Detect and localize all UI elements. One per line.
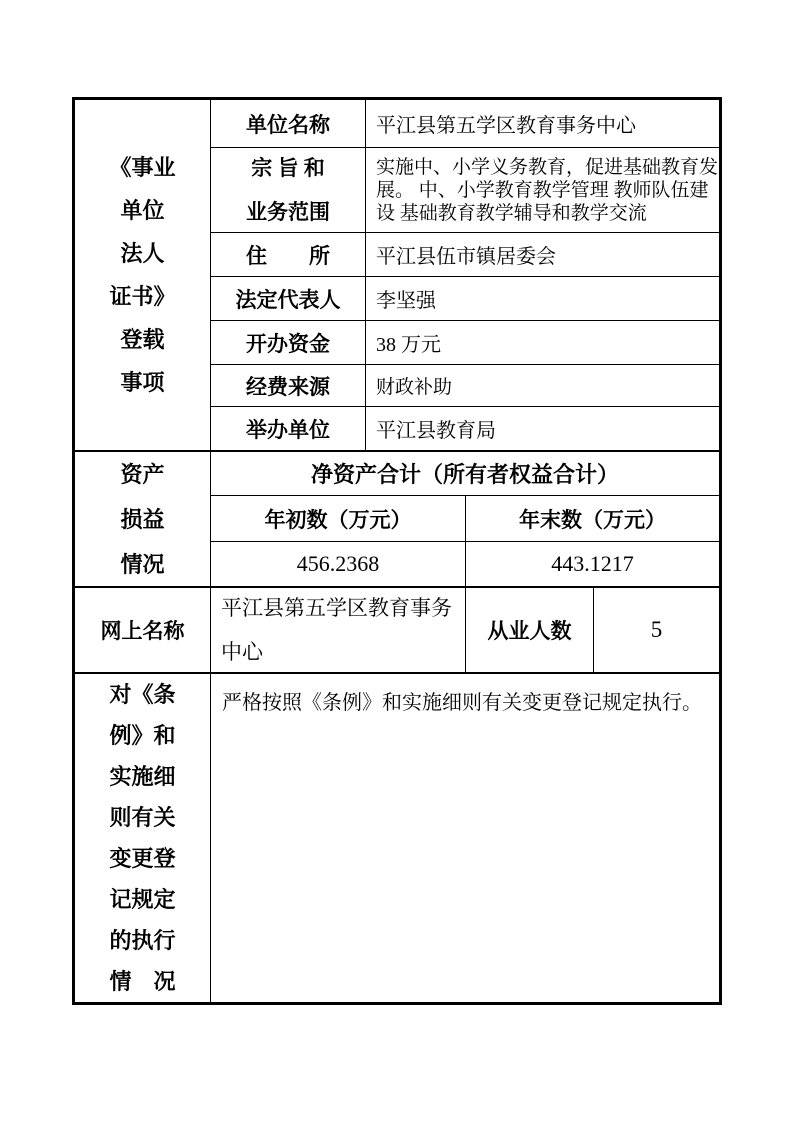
legal-rep-label: 法定代表人 xyxy=(210,276,365,320)
online-name-label: 网上名称 xyxy=(75,586,210,672)
purpose-label-line: 业务范围 xyxy=(246,200,330,224)
side-label-line: 登载 xyxy=(120,327,165,352)
assets-side-label xyxy=(75,450,210,586)
side-label-line: 证书》 xyxy=(109,284,176,309)
year-end-value: 443.1217 xyxy=(465,541,719,586)
year-start-header: 年初数（万元） xyxy=(210,495,465,541)
organizer-value: 平江县教育局 xyxy=(365,406,719,450)
capital-value: 38 万元 xyxy=(365,320,719,364)
side-label-line: 则有关 xyxy=(109,805,176,830)
form-table xyxy=(72,97,722,1005)
side-label-line: 单位 xyxy=(120,198,165,223)
year-start-value: 456.2368 xyxy=(210,541,465,586)
side-label-line: 事项 xyxy=(120,370,165,395)
address-label: 住 所 xyxy=(210,232,365,276)
side-label-line: 变更登 xyxy=(109,846,176,871)
side-label-line: 例》和 xyxy=(109,723,176,748)
side-label-line: 记规定 xyxy=(109,887,176,912)
funding-value: 财政补助 xyxy=(365,364,719,406)
side-label-line: 情况 xyxy=(120,551,165,577)
year-end-header: 年末数（万元） xyxy=(465,495,719,541)
legal-rep-value: 李坚强 xyxy=(365,276,719,320)
address-value: 平江县伍市镇居委会 xyxy=(365,232,719,276)
purpose-value-line: 实施中、小学义务教育，促进基础教育发 xyxy=(376,156,719,178)
side-label-line: 资产 xyxy=(120,461,165,487)
side-label-line: 情 况 xyxy=(109,969,176,994)
regulation-value: 严格按照《条例》和实施细则有关变更登记规定执行。 xyxy=(210,672,719,1002)
regulation-side-label xyxy=(75,672,210,1002)
funding-label: 经费来源 xyxy=(210,364,365,406)
purpose-label xyxy=(210,147,365,232)
purpose-value-line: 设 基础教育教学辅导和教学交流 xyxy=(376,202,647,224)
side-label-line: 的执行 xyxy=(109,928,176,953)
side-label-line: 损益 xyxy=(120,506,165,532)
side-label-line: 《事业 xyxy=(109,155,176,180)
side-label-line: 法人 xyxy=(120,241,165,266)
online-name-value: 平江县第五学区教育事务中心 xyxy=(210,586,465,672)
organizer-label: 举办单位 xyxy=(210,406,365,450)
capital-label: 开办资金 xyxy=(210,320,365,364)
unit-name-label: 单位名称 xyxy=(210,100,365,147)
certificate-side-label xyxy=(75,100,210,450)
side-label-line: 对《条 xyxy=(109,682,176,707)
purpose-value-line: 展。 中、小学教育教学管理 教师队伍建 xyxy=(376,179,709,201)
purpose-value xyxy=(365,147,719,232)
net-assets-header: 净资产合计（所有者权益合计） xyxy=(210,450,719,495)
staff-count-value: 5 xyxy=(593,586,719,672)
staff-count-label: 从业人数 xyxy=(465,586,593,672)
purpose-label-line: 宗 旨 和 xyxy=(251,156,325,180)
unit-name-value: 平江县第五学区教育事务中心 xyxy=(365,100,719,147)
side-label-line: 实施细 xyxy=(109,764,176,789)
